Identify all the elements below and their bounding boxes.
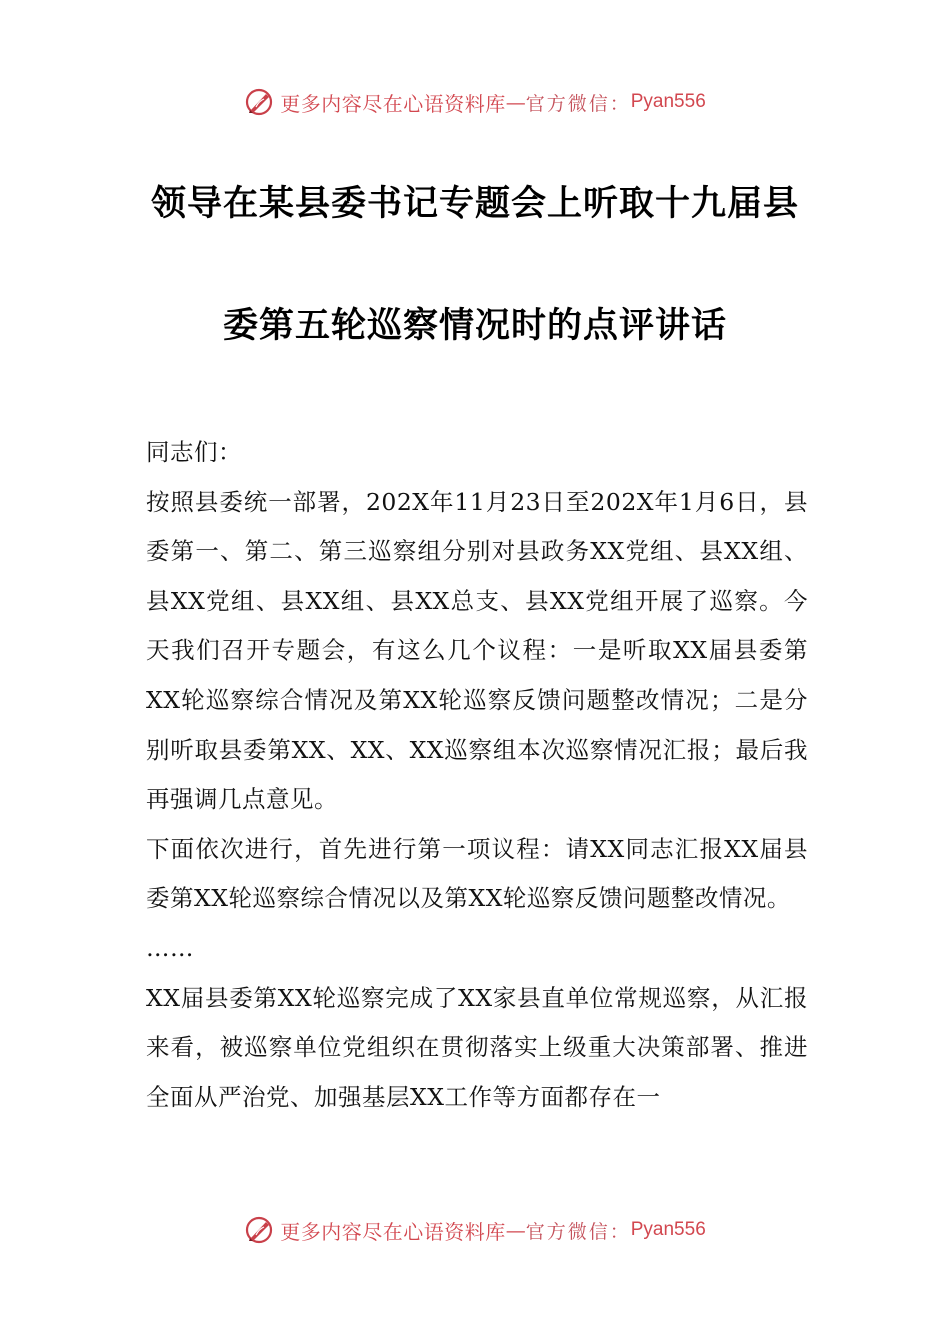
document-body	[146, 428, 808, 1122]
watermark-wechat-id: Pyan556	[630, 1219, 706, 1240]
document-title-line-1: 领导在某县委书记专题会上听取十九届县	[150, 184, 799, 224]
footer-watermark	[0, 1210, 950, 1250]
document-title-line-2: 委第五轮巡察情况时的点评讲话	[222, 306, 727, 346]
watermark-separator: —	[505, 1218, 526, 1242]
pen-logo-icon	[244, 1215, 274, 1245]
watermark-wechat-label: 官方微信：	[525, 92, 631, 115]
body-paragraph: 下面依次进行，首先进行第一项议程：请XX同志汇报XX届县委第XX轮巡察综合情况以及第XX轮巡察反馈问题整改情况。	[146, 834, 808, 913]
ellipsis-paragraph: ……	[146, 933, 194, 962]
body-paragraph: 按照县委统一部署，202X年11月23日至202X年1月6日，县委第一、第二、第三巡察组分别对县政务XX党组、县XX组、县XX党组、县XX组、县XX总支、县XX党组开展了巡察。今天我们召开专题会，有这么几个议程：一是听取XX届县委第XX轮巡察综合情况及第XX轮巡察反馈问题整改情况；二是分别听取县委第XX、XX、XX巡察组本次巡察情况汇报；最后我再强调几点意见。	[146, 487, 808, 814]
header-watermark	[0, 82, 950, 122]
watermark-main-text: 更多内容尽在心语资料库	[280, 91, 506, 116]
watermark-separator: —	[505, 90, 526, 114]
watermark-wechat-id: Pyan556	[630, 91, 706, 112]
body-paragraph: XX届县委第XX轮巡察完成了XX家县直单位常规巡察，从汇报来看，被巡察单位党组织在贯彻落实上级重大决策部署、推进全面从严治党、加强基层XX工作等方面都存在一	[146, 983, 808, 1111]
salutation-paragraph: 同志们：	[146, 438, 242, 466]
pen-logo-icon	[244, 87, 274, 117]
watermark-wechat-label: 官方微信：	[525, 1220, 631, 1243]
watermark-main-text: 更多内容尽在心语资料库	[280, 1219, 506, 1244]
